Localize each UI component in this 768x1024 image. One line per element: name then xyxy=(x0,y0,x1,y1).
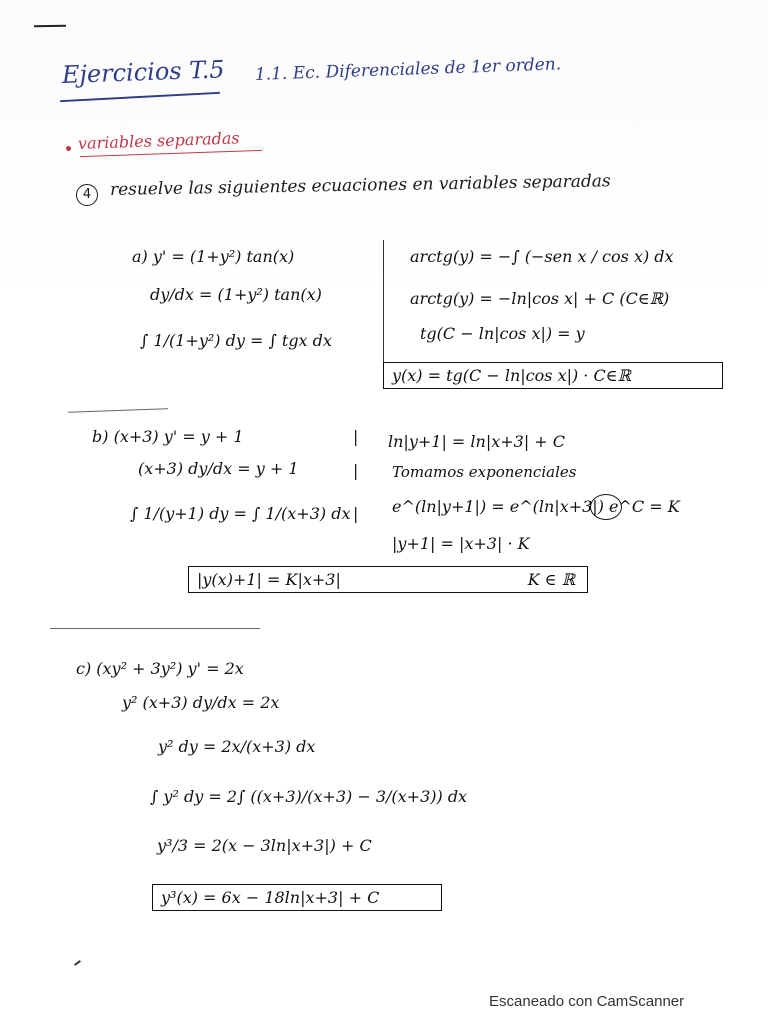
section-bullet xyxy=(66,146,71,151)
part-b-line-3: ∫ 1/(y+1) dy = ∫ 1/(x+3) dx xyxy=(130,504,351,523)
part-b-right-3: e^(ln|y+1|) = e^(ln|x+3|) e^C = K xyxy=(392,497,680,516)
part-b-sep-2: | xyxy=(353,461,359,480)
part-c-result: y³(x) = 6x − 18ln|x+3| + C xyxy=(152,884,442,911)
part-c-line-4: ∫ y² dy = 2∫ ((x+3)/(x+3) − 3/(x+3)) dx xyxy=(150,787,468,806)
circled-exponential xyxy=(590,494,622,520)
scan-mark xyxy=(34,25,66,28)
part-a-divider xyxy=(383,240,384,365)
exercise-number: 4 xyxy=(76,184,98,206)
part-a-line-2: dy/dx = (1+y²) tan(x) xyxy=(150,285,322,304)
exercise-statement: resuelve las siguientes ecuaciones en variables separadas xyxy=(109,171,611,200)
part-b-result xyxy=(188,566,588,593)
part-c-line-3: y² dy = 2x/(x+3) dx xyxy=(158,737,316,756)
part-a-right-1: arctg(y) = −∫ (−sen x / cos x) dx xyxy=(410,247,674,266)
part-b-line-1: b) (x+3) y' = y + 1 xyxy=(92,427,244,446)
part-b-sep-3: | xyxy=(353,504,359,523)
part-b-result-note: K ∈ ℝ xyxy=(527,570,575,589)
section-label: variables separadas xyxy=(77,128,240,153)
section-divider-2 xyxy=(50,628,260,629)
part-a-right-2: arctg(y) = −ln|cos x| + C (C∈ℝ) xyxy=(410,289,670,308)
part-c-line-1: c) (xy² + 3y²) y' = 2x xyxy=(76,659,244,678)
part-b-sep-1: | xyxy=(353,427,359,446)
section-divider-1 xyxy=(68,408,168,412)
part-a-line-3: ∫ 1/(1+y²) dy = ∫ tgx dx xyxy=(140,331,332,350)
part-a-result: y(x) = tg(C − ln|cos x|) · C∈ℝ xyxy=(383,362,723,389)
part-b-right-1: ln|y+1| = ln|x+3| + C xyxy=(388,432,566,451)
page-subtitle: 1.1. Ec. Diferenciales de 1er orden. xyxy=(254,54,562,85)
part-b-result-text: |y(x)+1| = K|x+3| xyxy=(197,570,341,589)
part-a-line-1: a) y' = (1+y²) tan(x) xyxy=(132,247,295,266)
part-b-right-2: Tomamos exponenciales xyxy=(392,463,577,481)
part-c-line-2: y² (x+3) dy/dx = 2x xyxy=(122,693,280,712)
camscanner-watermark: Escaneado con CamScanner xyxy=(489,993,685,1010)
part-b-right-4: |y+1| = |x+3| · K xyxy=(392,534,530,553)
page-title: Ejercicios T.5 xyxy=(61,55,226,89)
part-a-right-3: tg(C − ln|cos x|) = y xyxy=(420,324,585,343)
title-underline xyxy=(60,92,220,102)
part-b-line-2: (x+3) dy/dx = y + 1 xyxy=(138,459,299,478)
part-c-line-5: y³/3 = 2(x − 3ln|x+3|) + C xyxy=(157,836,372,855)
stray-mark xyxy=(74,960,81,966)
